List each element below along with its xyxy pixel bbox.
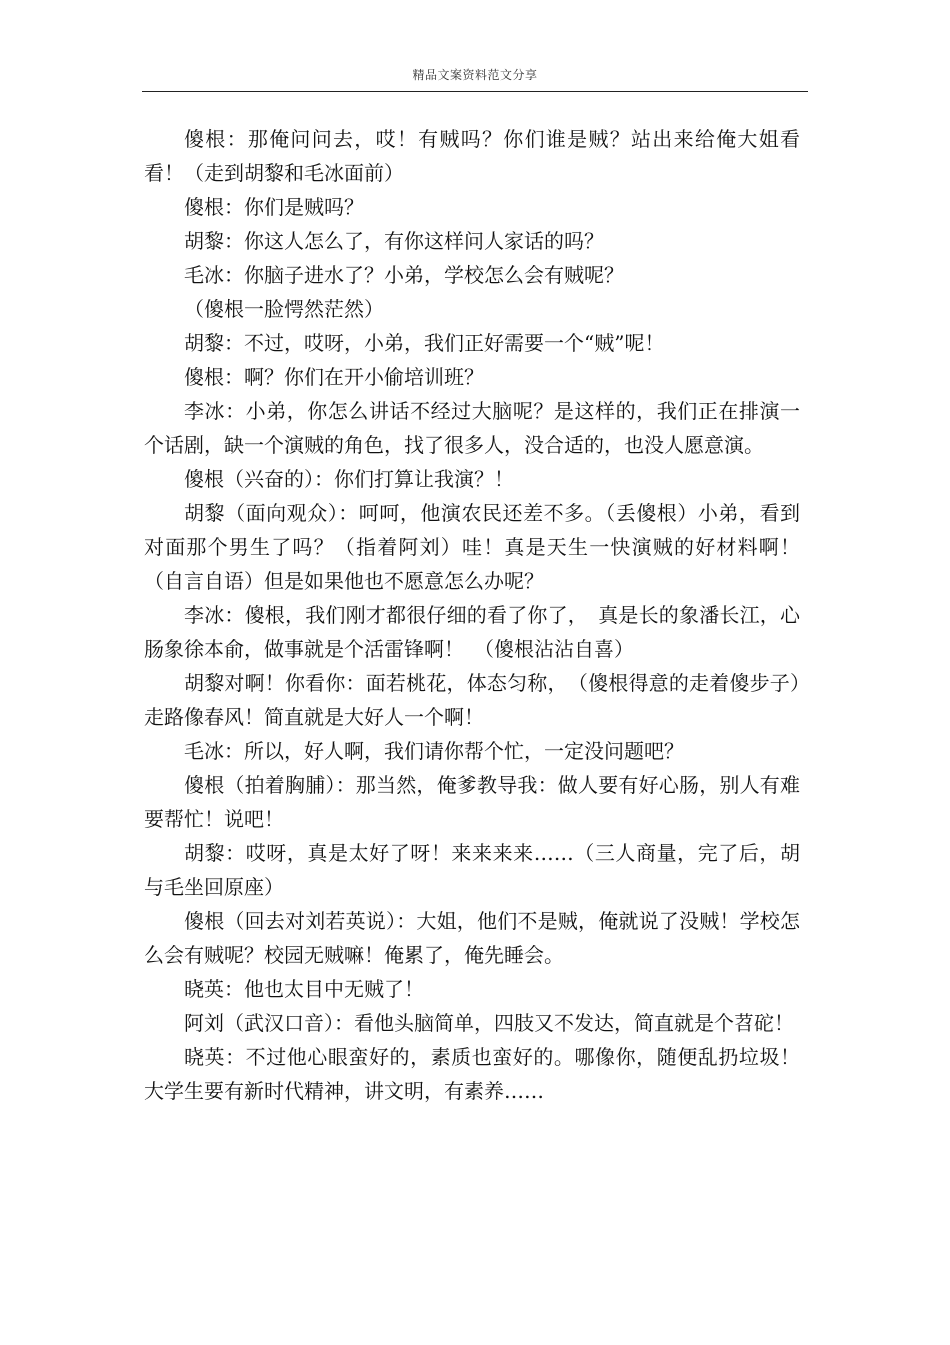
page-header: 精品文案资料范文分享 xyxy=(412,68,538,82)
paragraph: 毛冰：你脑子进水了？小弟，学校怎么会有贼呢？ xyxy=(184,263,624,287)
paragraph: 晓英：他也太目中无贼了！ xyxy=(184,977,424,1001)
paragraph: 李冰：傻根，我们刚才都很仔细的看了你了， 真是长的象潘长江，心肠象徐本俞，做事就是个活雷锋啊！ （傻根沾沾自喜） xyxy=(144,603,800,661)
paragraph: 胡黎（面向观众）：呵呵，他演农民还差不多。（丢傻根）小弟，看到对面那个男生了吗？（指着阿刘）哇！真是天生一快演贼的好材料啊！（自言自语）但是如果他也不愿意怎么办呢？ xyxy=(144,501,800,593)
paragraph: 傻根（拍着胸脯）：那当然，俺爹教导我：做人要有好心肠，别人有难要帮忙！说吧！ xyxy=(144,773,800,831)
paragraph: 毛冰：所以，好人啊，我们请你帮个忙，一定没问题吧？ xyxy=(184,739,684,763)
script-body xyxy=(144,122,800,1108)
header-rule xyxy=(142,91,808,92)
paragraph: 傻根：你们是贼吗？ xyxy=(184,195,364,219)
paragraph: 胡黎：不过，哎呀，小弟，我们正好需要一个“贼”呢！ xyxy=(184,331,665,355)
paragraph: 胡黎：你这人怎么了，有你这样问人家话的吗？ xyxy=(184,229,604,253)
paragraph: （傻根一脸愕然茫然） xyxy=(184,297,384,321)
paragraph: 傻根：啊？你们在开小偷培训班？ xyxy=(184,365,484,389)
paragraph: 胡黎：哎呀，真是太好了呀！来来来来……（三人商量，完了后，胡与毛坐回原座） xyxy=(144,841,800,899)
paragraph: 李冰：小弟，你怎么讲话不经过大脑呢？是这样的，我们正在排演一个话剧，缺一个演贼的角色，找了很多人，没合适的，也没人愿意演。 xyxy=(144,399,800,457)
paragraph: 傻根（回去对刘若英说）：大姐，他们不是贼，俺就说了没贼！学校怎么会有贼呢？校园无贼嘛！俺累了，俺先睡会。 xyxy=(144,909,800,967)
paragraph: 傻根：那俺问问去，哎！有贼吗？你们谁是贼？站出来给俺大姐看看！（走到胡黎和毛冰面前） xyxy=(144,127,800,185)
paragraph: 阿刘（武汉口音）：看他头脑简单，四肢又不发达，简直就是个苕砣！ xyxy=(184,1011,794,1035)
paragraph: 晓英：不过他心眼蛮好的，素质也蛮好的。哪像你，随便乱扔垃圾！大学生要有新时代精神，讲文明，有素养…… xyxy=(144,1045,800,1103)
paragraph: 傻根（兴奋的）：你们打算让我演？！ xyxy=(184,467,514,491)
paragraph: 胡黎对啊！你看你：面若桃花，体态匀称， （傻根得意的走着傻步子）走路像春风！简直就是大好人一个啊！ xyxy=(144,671,800,729)
